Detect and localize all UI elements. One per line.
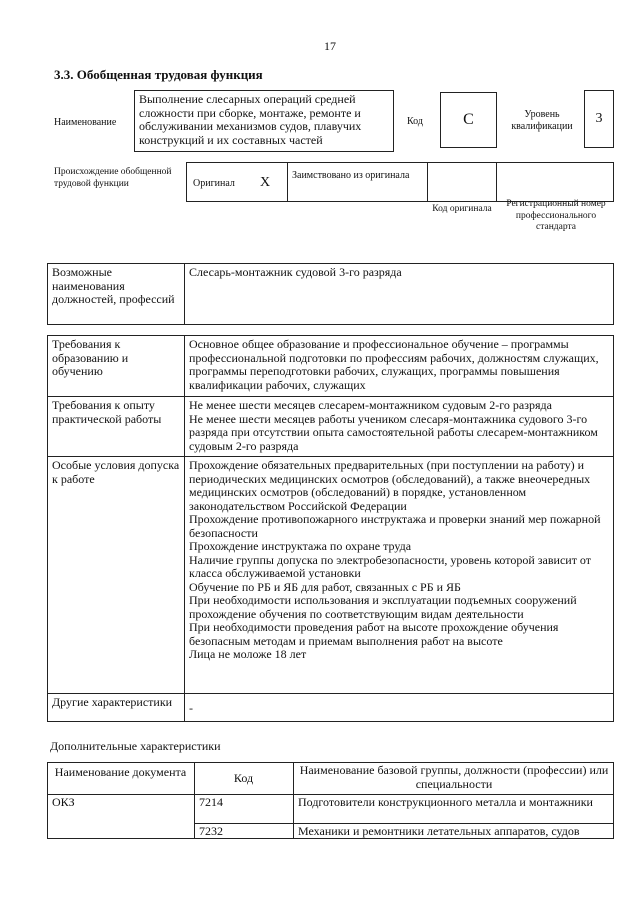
qualification-level-box <box>584 90 614 148</box>
qualification-level-label: Уровень квалификации <box>511 109 573 132</box>
experience-line: Не менее шести месяцев работы учеником слесаря-монтажника судового 3-го разряда при отсутствии опыта самостоятельной работы слесарем-монтажником судовым 2-го разряда <box>189 411 598 453</box>
page-number: 17 <box>324 39 336 53</box>
code-original-caption: Код оригинала <box>432 204 492 214</box>
row-name: Механики и ремонтники летательных аппаратов, судов <box>298 824 580 838</box>
origin-divider-3 <box>496 162 497 202</box>
origin-divider-2 <box>427 162 428 202</box>
positions-label: Возможные наименования должностей, профессий <box>52 265 175 306</box>
name-label: Наименование <box>54 117 117 128</box>
requirements-row-line-1 <box>47 396 614 397</box>
origin-divider-1 <box>287 162 288 202</box>
additional-divider-2 <box>293 762 294 839</box>
original-mark: X <box>260 175 271 190</box>
function-name-box <box>134 90 394 152</box>
qualification-level-value: 3 <box>595 111 603 126</box>
row-code: 7232 <box>199 824 223 838</box>
function-name-value: Выполнение слесарных операций средней сложности при сборке, монтаже, ремонте и обслуживании механизмов судов, плавучих конструкций и их составных частей <box>139 92 362 147</box>
borrowed-label: Заимствовано из оригинала <box>292 170 410 181</box>
condition-line: Прохождение инструктажа по охране труда <box>189 539 412 553</box>
requirements-row-line-3 <box>47 693 614 694</box>
reg-number-caption: Регистрационный номер профессионального стандарта <box>506 199 606 232</box>
row-name: Подготовители конструкционного металла и монтажники <box>298 795 593 809</box>
col-header-group-name: Наименование базовой группы, должности (профессии) или специальности <box>299 763 609 791</box>
positions-value: Слесарь-монтажник судовой 3-го разряда <box>189 265 402 279</box>
education-label: Требования к образованию и обучению <box>52 337 129 378</box>
education-text <box>189 338 609 392</box>
experience-label: Требования к опыту практической работы <box>52 398 162 426</box>
condition-line: Обучение по РБ и ЯБ для работ, связанных с РБ и ЯБ <box>189 579 461 594</box>
origin-table <box>186 162 614 202</box>
requirements-row-line-2 <box>47 456 614 457</box>
code-box <box>440 92 497 148</box>
special-conditions-text <box>189 459 609 662</box>
condition-line: Наличие группы допуска по электробезопасности, уровень которой зависит от класса обслуживаемой установки <box>189 552 592 580</box>
row-code: 7214 <box>199 795 223 809</box>
condition-line: При необходимости проведения работ на высоте прохождение обучения безопасным методам и приемам выполнения работ на высоте <box>189 620 559 648</box>
condition-line: При необходимости использования и эксплуатации подъемных сооружений прохождение обучения по соответствующим видам деятельности <box>189 593 577 621</box>
positions-divider <box>184 263 185 325</box>
condition-line: Лица не моложе 18 лет <box>189 647 307 661</box>
code-label: Код <box>407 116 423 127</box>
origin-label: Происхождение обобщенной трудовой функции <box>54 167 172 189</box>
row-doc: ОКЗ <box>52 795 75 809</box>
col-header-code: Код <box>233 771 254 785</box>
experience-line: Не менее шести месяцев слесарем-монтажником судовым 2-го разряда <box>189 398 552 412</box>
other-characteristics-value: - <box>189 701 193 715</box>
code-value: C <box>463 111 474 128</box>
special-conditions-label: Особые условия допуска к работе <box>52 458 180 486</box>
condition-line: Прохождение противопожарного инструктажа и проверки знаний мер пожарной безопасности <box>189 512 601 540</box>
education-line: Основное общее образование и профессиональное обучение – программы профессиональной подготовки по профессиям рабочих, должностям служащих, программы переподготовки рабочих, служащих, программы повышения квалификации рабочих, служащих <box>189 337 599 392</box>
experience-text <box>189 399 609 453</box>
original-label: Оригинал <box>193 178 235 189</box>
condition-line: Прохождение обязательных предварительных (при поступлении на работу) и периодических медицинских осмотров (обследований), а также внеочередных медицинских осмотров (обследований) в порядке, установленном законодательством Российской Федерации <box>189 458 591 513</box>
col-header-document: Наименование документа <box>54 765 187 779</box>
section-title: 3.3. Обобщенная трудовая функция <box>54 67 263 82</box>
additional-title: Дополнительные характеристики <box>50 739 221 753</box>
other-characteristics-label: Другие характеристики <box>52 695 173 709</box>
requirements-divider <box>184 335 185 722</box>
